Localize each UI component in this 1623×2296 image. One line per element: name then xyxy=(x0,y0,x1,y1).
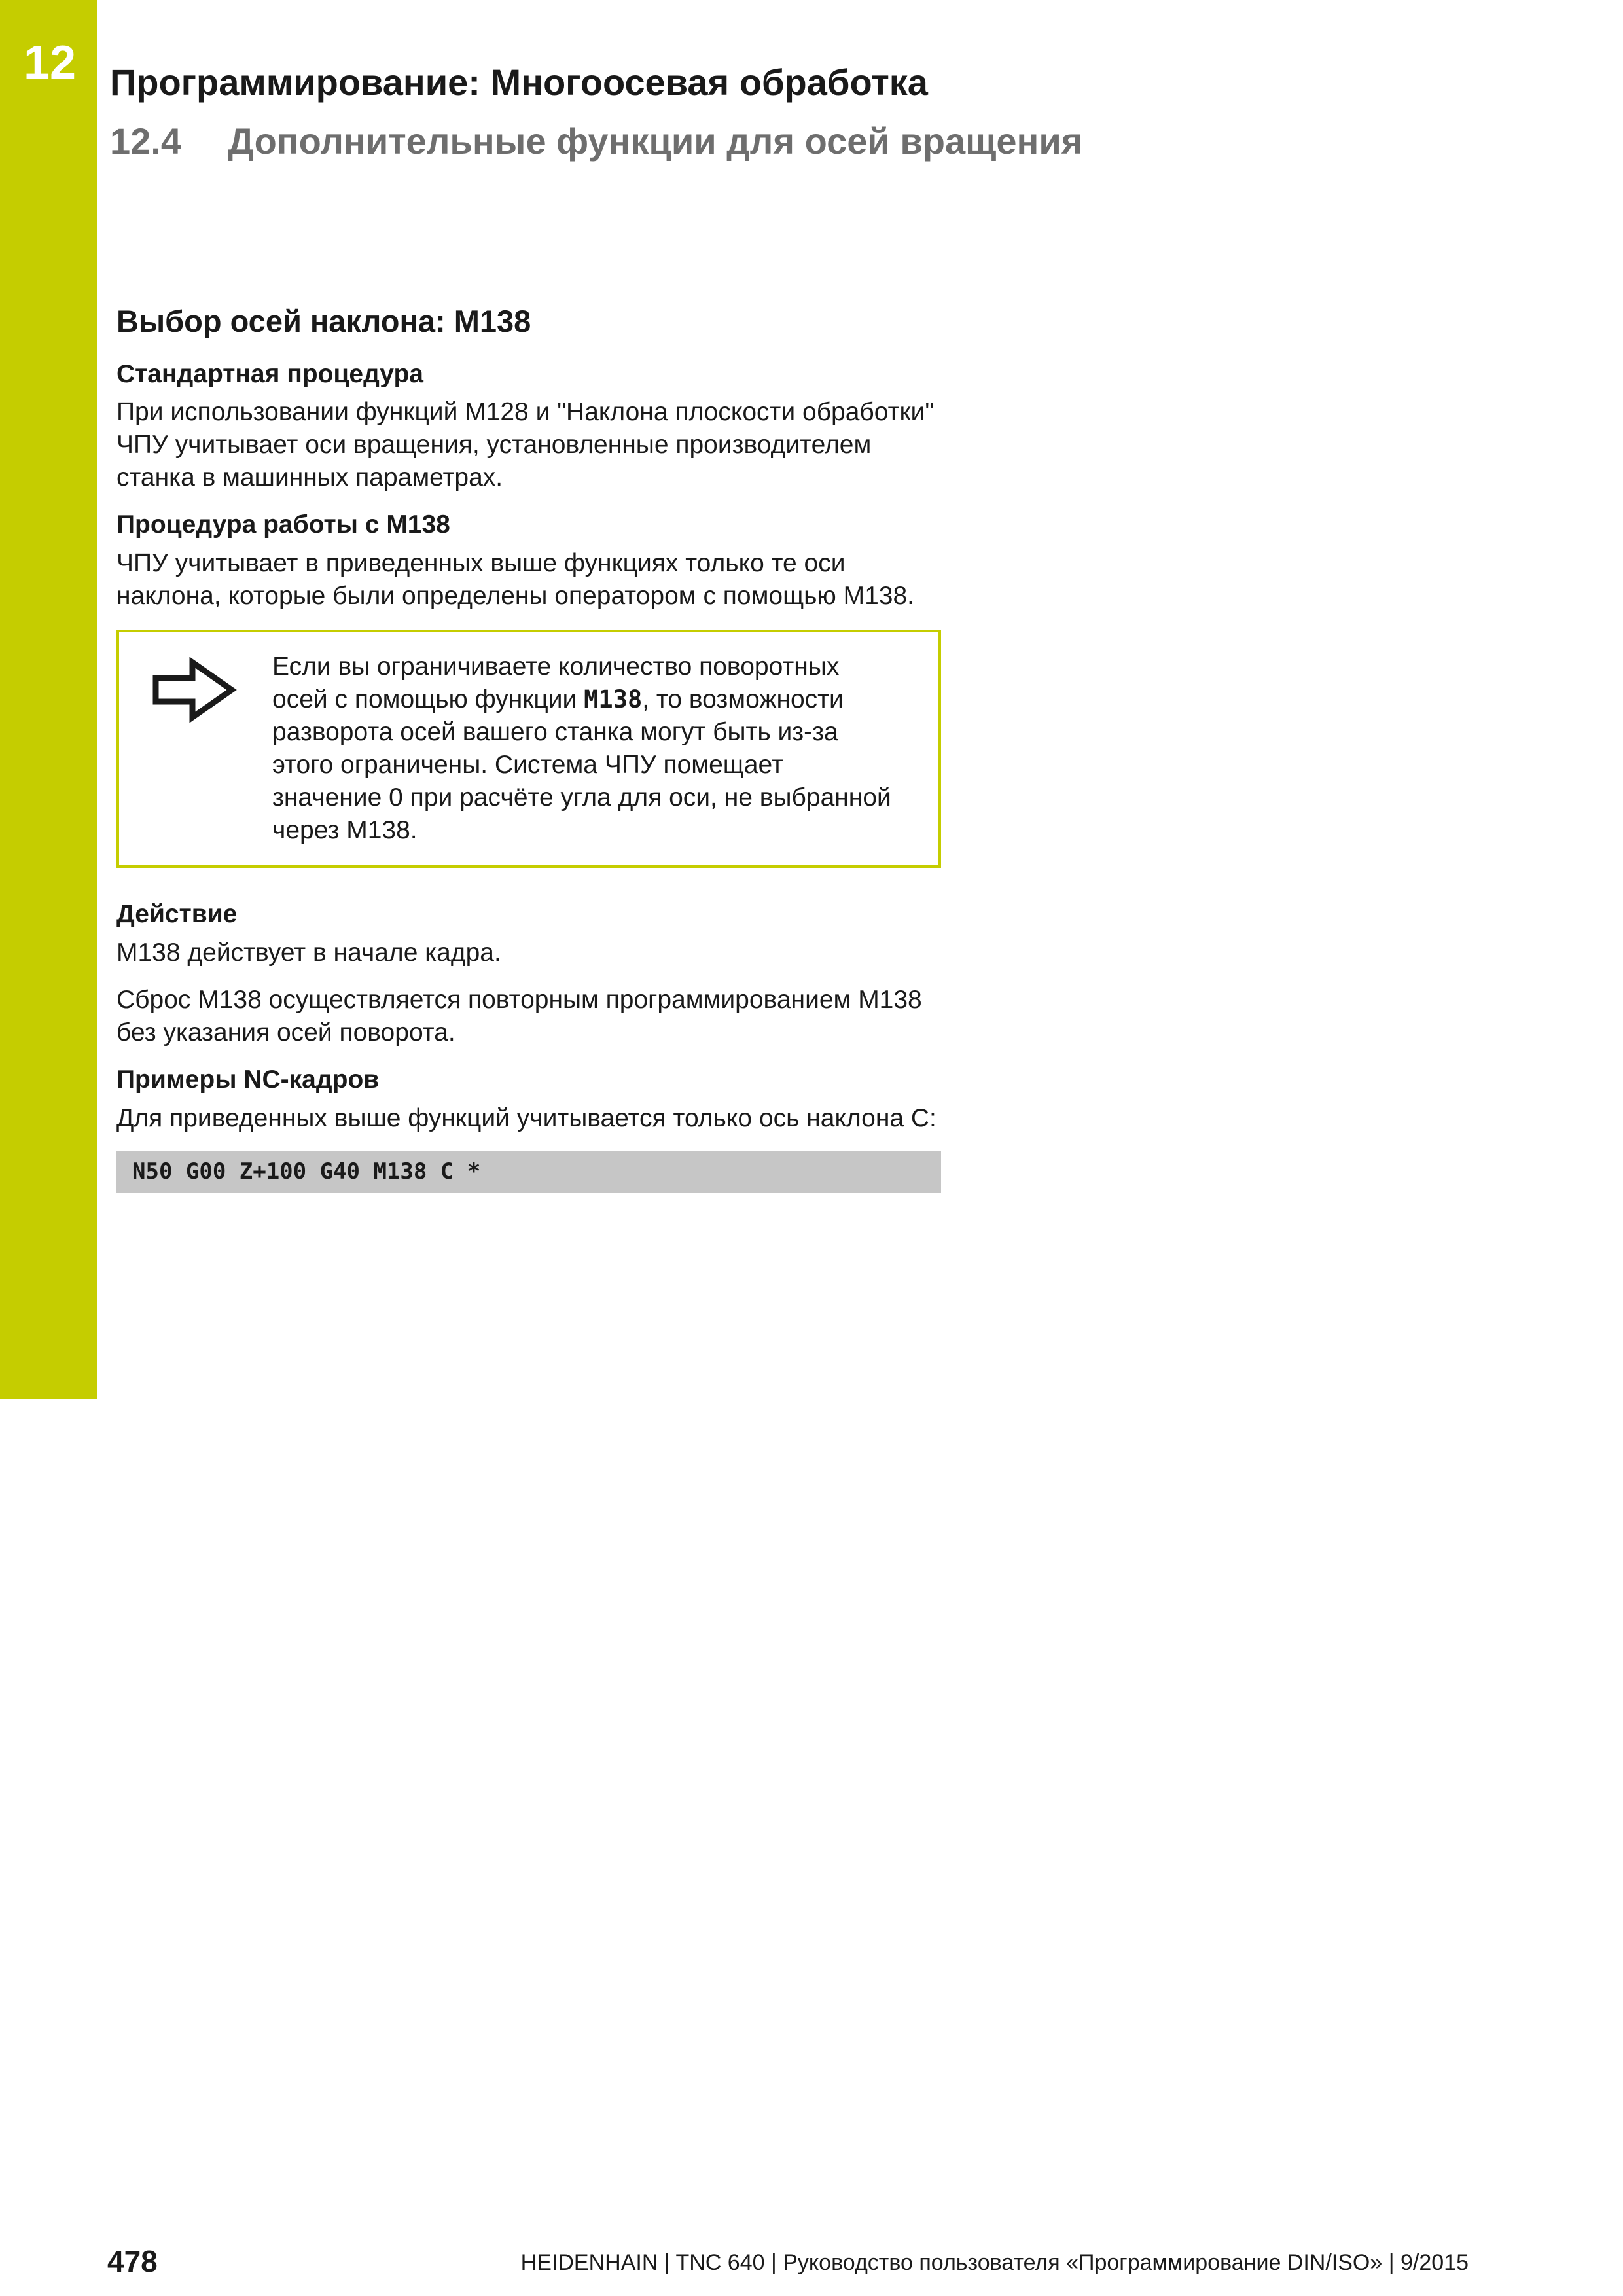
paragraph-effect-1: M138 действует в начале кадра. xyxy=(116,938,501,967)
page-heading: Выбор осей наклона: M138 xyxy=(116,304,531,338)
section-title: Дополнительные функции для осей вращения xyxy=(228,120,1083,162)
note-box xyxy=(116,630,941,868)
section-number: 12.4 xyxy=(110,120,181,162)
paragraph-effect-2: Сброс M138 осуществляется повторным программированием M138 без указания осей поворота. xyxy=(116,985,922,1047)
main-content xyxy=(116,302,941,1193)
note-text-before: Если вы ограничиваете количество поворотных осей с помощью функции xyxy=(272,653,840,714)
note-text-after: , то возможности разворота осей вашего станка могут быть из-за этого ограничены. Система ЧПУ помещает значение 0 при расчёте угла для оси, не выбранной через M138. xyxy=(272,685,891,845)
subheading-m138-procedure: Процедура работы с M138 xyxy=(116,511,450,539)
chapter-number: 12 xyxy=(24,37,77,89)
subheading-standard-procedure: Стандартная процедура xyxy=(116,359,423,388)
chapter-title: Программирование: Многоосевая обработка xyxy=(110,62,928,103)
footer-text: HEIDENHAIN | TNC 640 | Руководство пользователя «Программирование DIN/ISO» | 9/2015 xyxy=(520,2250,1469,2275)
chapter-sidebar xyxy=(0,0,97,1399)
subheading-nc-examples: Примеры NC-кадров xyxy=(116,1065,380,1094)
paragraph-nc-examples: Для приведенных выше функций учитывается только ось наклона C: xyxy=(116,1103,936,1132)
subheading-effect: Действие xyxy=(116,900,238,929)
paragraph-m138-procedure: ЧПУ учитывает в приведенных выше функциях только те оси наклона, которые были определены оператором с помощью M138. xyxy=(116,549,914,611)
note-code: M138 xyxy=(584,685,643,714)
arrow-right-icon xyxy=(152,657,237,723)
section-title-line xyxy=(110,119,1082,163)
page-number: 478 xyxy=(107,2244,158,2278)
note-text xyxy=(272,651,899,847)
paragraph-standard-procedure: При использовании функций M128 и "Наклона плоскости обработки" ЧПУ учитывает оси вращения, установленные производителем станка в машинных параметрах. xyxy=(116,398,935,492)
nc-code-block: N50 G00 Z+100 G40 M138 C * xyxy=(116,1151,941,1193)
